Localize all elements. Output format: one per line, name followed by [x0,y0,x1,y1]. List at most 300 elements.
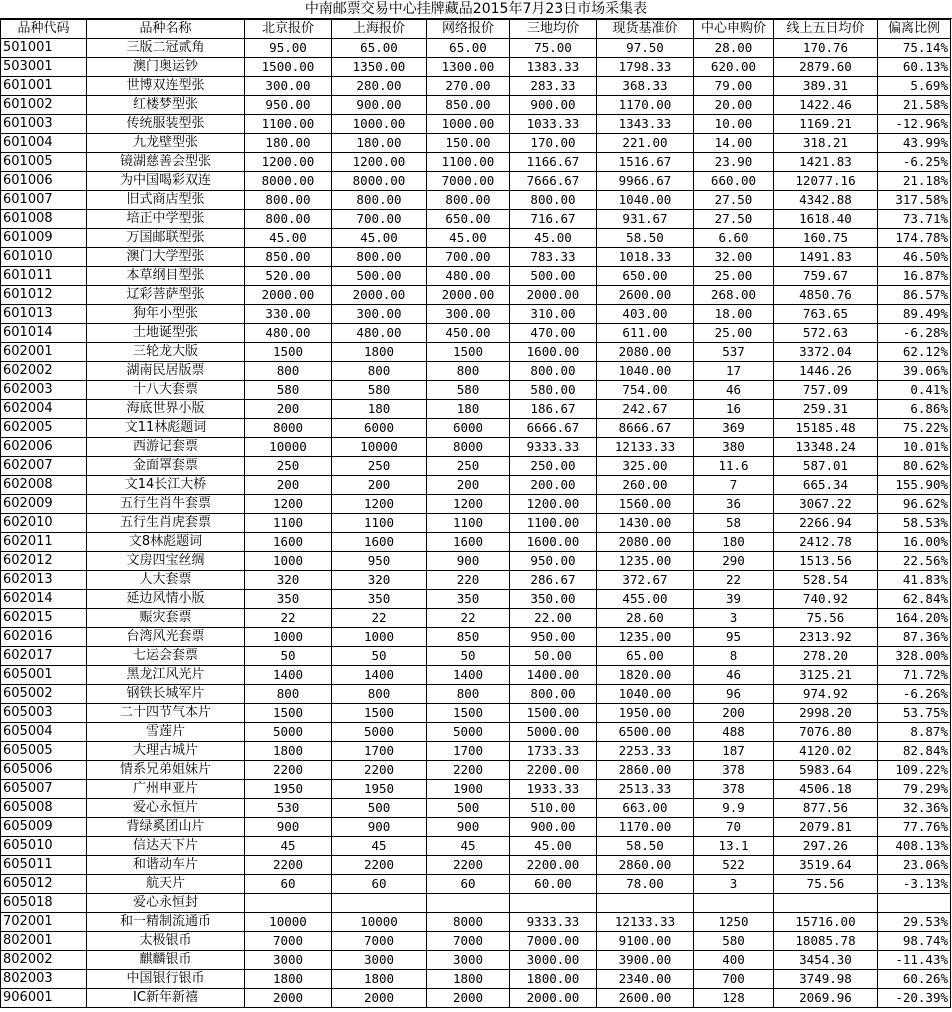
cell-subscribe [694,894,774,913]
cell-name: 人大套票 [87,571,245,590]
cell-avg: 5000.00 [510,723,597,742]
table-row [1,400,951,419]
cell-5day: 2079.81 [774,818,878,837]
cell-base: 403.00 [597,305,694,324]
cell-shanghai: 350 [332,590,427,609]
cell-code: 605007 [1,780,87,799]
cell-deviation: -6.28% [878,324,951,343]
cell-deviation: 79.29% [878,780,951,799]
cell-beijing: 1800 [245,970,332,989]
market-data-table [0,19,951,1008]
cell-base: 1820.00 [597,666,694,685]
cell-avg: 22.00 [510,609,597,628]
cell-deviation: 8.87% [878,723,951,742]
cell-shanghai: 1600 [332,533,427,552]
table-row [1,799,951,818]
cell-base: 1235.00 [597,552,694,571]
cell-name: 航天片 [87,875,245,894]
cell-subscribe: 369 [694,419,774,438]
column-header-code: 品种代码 [1,20,87,39]
cell-name: 三轮龙大版 [87,343,245,362]
cell-deviation: 73.71% [878,210,951,229]
table-row [1,951,951,970]
cell-subscribe: 79.00 [694,77,774,96]
cell-avg: 1600.00 [510,533,597,552]
cell-shanghai: 800.00 [332,248,427,267]
cell-online: 8000 [427,913,510,932]
cell-avg: 310.00 [510,305,597,324]
cell-5day: 259.31 [774,400,878,419]
cell-deviation: 98.74% [878,932,951,951]
cell-code: 601011 [1,267,87,286]
cell-base: 1798.33 [597,58,694,77]
cell-5day: 1618.40 [774,210,878,229]
cell-shanghai: 10000 [332,438,427,457]
cell-5day: 1491.83 [774,248,878,267]
cell-5day: 1422.46 [774,96,878,115]
cell-avg: 75.00 [510,39,597,58]
cell-online: 900 [427,552,510,571]
cell-5day: 7076.80 [774,723,878,742]
cell-online: 270.00 [427,77,510,96]
table-row [1,362,951,381]
cell-avg: 716.67 [510,210,597,229]
cell-base: 2860.00 [597,856,694,875]
cell-name: 本草纲目型张 [87,267,245,286]
cell-base: 2600.00 [597,989,694,1008]
cell-deviation [878,894,951,913]
cell-beijing: 10000 [245,438,332,457]
cell-beijing: 1500 [245,704,332,723]
cell-code: 602013 [1,571,87,590]
cell-shanghai: 1400 [332,666,427,685]
cell-code: 601004 [1,134,87,153]
cell-avg: 800.00 [510,685,597,704]
cell-base: 1040.00 [597,362,694,381]
cell-code: 602017 [1,647,87,666]
cell-subscribe: 620.00 [694,58,774,77]
cell-name: 大理古城片 [87,742,245,761]
cell-5day: 759.67 [774,267,878,286]
cell-beijing: 180.00 [245,134,332,153]
cell-online: 1500 [427,343,510,362]
cell-name: 世博双连型张 [87,77,245,96]
cell-avg: 1166.67 [510,153,597,172]
cell-beijing: 330.00 [245,305,332,324]
cell-deviation: 89.49% [878,305,951,324]
table-row [1,96,951,115]
cell-online: 1500 [427,704,510,723]
cell-shanghai: 3000 [332,951,427,970]
cell-shanghai: 2000 [332,989,427,1008]
cell-avg: 7666.67 [510,172,597,191]
cell-code: 601005 [1,153,87,172]
cell-5day: 740.92 [774,590,878,609]
cell-shanghai: 8000.00 [332,172,427,191]
cell-subscribe: 36 [694,495,774,514]
cell-code: 602006 [1,438,87,457]
table-row [1,58,951,77]
cell-subscribe: 20.00 [694,96,774,115]
cell-avg: 6666.67 [510,419,597,438]
cell-name: 信达天下片 [87,837,245,856]
cell-name: 澳门大学型张 [87,248,245,267]
cell-deviation: -3.13% [878,875,951,894]
cell-code: 501001 [1,39,87,58]
cell-base: 663.00 [597,799,694,818]
cell-code: 605009 [1,818,87,837]
cell-deviation: 80.62% [878,457,951,476]
cell-shanghai: 580 [332,381,427,400]
cell-beijing: 22 [245,609,332,628]
cell-name: 万国邮联型张 [87,229,245,248]
cell-deviation: 75.14% [878,39,951,58]
cell-5day: 75.56 [774,609,878,628]
table-row [1,761,951,780]
cell-deviation: 21.58% [878,96,951,115]
cell-deviation: 23.06% [878,856,951,875]
cell-subscribe: 96 [694,685,774,704]
cell-base: 2253.33 [597,742,694,761]
table-row [1,381,951,400]
cell-code: 602016 [1,628,87,647]
cell-base: 1235.00 [597,628,694,647]
cell-subscribe: 187 [694,742,774,761]
cell-online: 1900 [427,780,510,799]
cell-online: 45 [427,837,510,856]
cell-code: 605008 [1,799,87,818]
cell-avg: 510.00 [510,799,597,818]
cell-subscribe: 46 [694,381,774,400]
cell-online: 6000 [427,419,510,438]
cell-5day: 4120.02 [774,742,878,761]
cell-avg: 950.00 [510,552,597,571]
cell-shanghai: 320 [332,571,427,590]
cell-5day: 572.63 [774,324,878,343]
cell-code: 605001 [1,666,87,685]
cell-subscribe: 39 [694,590,774,609]
cell-beijing: 800 [245,362,332,381]
cell-beijing: 1500.00 [245,58,332,77]
cell-code: 602009 [1,495,87,514]
cell-subscribe: 11.6 [694,457,774,476]
column-header-shanghai: 上海报价 [332,20,427,39]
cell-name: 黑龙江风光片 [87,666,245,685]
cell-deviation: 317.58% [878,191,951,210]
table-row [1,647,951,666]
cell-5day: 160.75 [774,229,878,248]
cell-subscribe: 6.60 [694,229,774,248]
cell-base: 2513.33 [597,780,694,799]
cell-5day: 297.26 [774,837,878,856]
cell-avg: 2000.00 [510,286,597,305]
cell-5day: 3454.30 [774,951,878,970]
cell-5day: 318.21 [774,134,878,153]
cell-code: 605006 [1,761,87,780]
cell-online: 220 [427,571,510,590]
cell-base: 65.00 [597,647,694,666]
cell-beijing: 2200 [245,856,332,875]
cell-code: 802001 [1,932,87,951]
table-row [1,666,951,685]
cell-name: 九龙壁型张 [87,134,245,153]
table-row [1,552,951,571]
cell-beijing: 45.00 [245,229,332,248]
cell-deviation: 60.13% [878,58,951,77]
cell-name: 为中国喝彩双连 [87,172,245,191]
cell-subscribe: 3 [694,609,774,628]
cell-shanghai: 900.00 [332,96,427,115]
cell-name: 辽彩菩萨型张 [87,286,245,305]
cell-name: IC新年新禧 [87,989,245,1008]
table-row [1,419,951,438]
cell-name: 和一精制流通币 [87,913,245,932]
table-row [1,989,951,1008]
cell-deviation: 82.84% [878,742,951,761]
cell-avg: 500.00 [510,267,597,286]
cell-shanghai: 45.00 [332,229,427,248]
cell-code: 602015 [1,609,87,628]
cell-base: 12133.33 [597,438,694,457]
cell-beijing: 350 [245,590,332,609]
cell-5day: 528.54 [774,571,878,590]
cell-beijing: 8000 [245,419,332,438]
cell-deviation: 77.76% [878,818,951,837]
cell-avg: 580.00 [510,381,597,400]
table-row [1,818,951,837]
cell-shanghai: 65.00 [332,39,427,58]
cell-avg: 45.00 [510,837,597,856]
cell-online: 22 [427,609,510,628]
cell-base: 58.50 [597,837,694,856]
cell-name: 狗年小型张 [87,305,245,324]
cell-online: 200 [427,476,510,495]
cell-avg: 1600.00 [510,343,597,362]
cell-code: 605011 [1,856,87,875]
cell-5day: 2412.78 [774,533,878,552]
column-header-subscribe: 中心申购价 [694,20,774,39]
cell-subscribe: 14.00 [694,134,774,153]
cell-subscribe: 8 [694,647,774,666]
cell-online: 60 [427,875,510,894]
table-row [1,286,951,305]
cell-shanghai: 1800 [332,970,427,989]
cell-subscribe: 32.00 [694,248,774,267]
cell-subscribe: 378 [694,761,774,780]
cell-base: 9100.00 [597,932,694,951]
cell-name: 广州申亚片 [87,780,245,799]
cell-name: 西游记套票 [87,438,245,457]
cell-beijing: 1600 [245,533,332,552]
cell-deviation: 71.72% [878,666,951,685]
cell-5day: 75.56 [774,875,878,894]
cell-name: 三版二冠贰角 [87,39,245,58]
cell-base: 754.00 [597,381,694,400]
cell-online: 700.00 [427,248,510,267]
cell-subscribe: 27.50 [694,191,774,210]
table-row [1,628,951,647]
cell-beijing: 3000 [245,951,332,970]
cell-beijing: 1200 [245,495,332,514]
cell-deviation: 43.99% [878,134,951,153]
cell-deviation: 174.78% [878,229,951,248]
cell-base: 325.00 [597,457,694,476]
cell-code: 601013 [1,305,87,324]
cell-shanghai: 1000.00 [332,115,427,134]
cell-base: 2080.00 [597,533,694,552]
cell-subscribe: 7 [694,476,774,495]
cell-5day: 2998.20 [774,704,878,723]
table-row [1,856,951,875]
table-row [1,457,951,476]
cell-base: 3900.00 [597,951,694,970]
table-row [1,609,951,628]
cell-subscribe: 16 [694,400,774,419]
cell-code: 601012 [1,286,87,305]
cell-online: 900 [427,818,510,837]
cell-5day: 2069.96 [774,989,878,1008]
cell-5day: 4850.76 [774,286,878,305]
cell-beijing: 95.00 [245,39,332,58]
cell-subscribe: 488 [694,723,774,742]
cell-code: 802003 [1,970,87,989]
table-row [1,324,951,343]
cell-avg: 2200.00 [510,856,597,875]
cell-deviation: 75.22% [878,419,951,438]
cell-base: 1170.00 [597,96,694,115]
cell-avg: 1400.00 [510,666,597,685]
cell-shanghai: 800.00 [332,191,427,210]
cell-subscribe: 537 [694,343,774,362]
cell-subscribe: 22 [694,571,774,590]
cell-name: 雪莲片 [87,723,245,742]
cell-base: 221.00 [597,134,694,153]
cell-avg: 900.00 [510,818,597,837]
table-row [1,476,951,495]
cell-shanghai: 300.00 [332,305,427,324]
cell-online: 500 [427,799,510,818]
cell-base: 1018.33 [597,248,694,267]
cell-shanghai [332,894,427,913]
table-row [1,115,951,134]
column-header-deviation: 偏离比例 [878,20,951,39]
cell-beijing: 520.00 [245,267,332,286]
cell-beijing: 2000 [245,989,332,1008]
cell-subscribe: 380 [694,438,774,457]
cell-shanghai: 500.00 [332,267,427,286]
cell-base: 9966.67 [597,172,694,191]
cell-online: 2000.00 [427,286,510,305]
cell-5day: 18085.78 [774,932,878,951]
cell-name: 文11林彪题词 [87,419,245,438]
cell-code: 601010 [1,248,87,267]
table-row [1,685,951,704]
cell-base: 78.00 [597,875,694,894]
cell-code: 605018 [1,894,87,913]
cell-shanghai: 1500 [332,704,427,723]
cell-beijing: 250 [245,457,332,476]
cell-shanghai: 1200 [332,495,427,514]
cell-shanghai: 180 [332,400,427,419]
cell-5day: 2266.94 [774,514,878,533]
cell-deviation: 46.50% [878,248,951,267]
cell-beijing: 800.00 [245,191,332,210]
cell-5day: 3067.22 [774,495,878,514]
cell-code: 503001 [1,58,87,77]
cell-online: 1700 [427,742,510,761]
cell-code: 602002 [1,362,87,381]
cell-shanghai: 500 [332,799,427,818]
cell-avg: 283.33 [510,77,597,96]
cell-avg: 9333.33 [510,438,597,457]
cell-beijing: 850.00 [245,248,332,267]
cell-subscribe: 700 [694,970,774,989]
cell-avg: 1100.00 [510,514,597,533]
cell-shanghai: 2200 [332,761,427,780]
table-row [1,932,951,951]
cell-5day: 877.56 [774,799,878,818]
cell-deviation: 39.06% [878,362,951,381]
cell-shanghai: 1100 [332,514,427,533]
cell-base: 1040.00 [597,191,694,210]
table-row [1,742,951,761]
cell-online: 1600 [427,533,510,552]
cell-online: 1300.00 [427,58,510,77]
cell-avg [510,894,597,913]
cell-deviation: 109.22% [878,761,951,780]
cell-deviation: 53.75% [878,704,951,723]
cell-name: 文14长江大桥 [87,476,245,495]
cell-base: 2340.00 [597,970,694,989]
cell-5day: 2313.92 [774,628,878,647]
cell-base: 650.00 [597,267,694,286]
cell-shanghai: 180.00 [332,134,427,153]
cell-deviation: -20.39% [878,989,951,1008]
cell-name: 二十四节气本片 [87,704,245,723]
cell-base: 97.50 [597,39,694,58]
table-row [1,913,951,932]
column-header-avg: 三地均价 [510,20,597,39]
cell-5day: 763.65 [774,305,878,324]
cell-beijing: 1400 [245,666,332,685]
cell-base: 242.67 [597,400,694,419]
table-row [1,514,951,533]
cell-name: 红楼梦型张 [87,96,245,115]
cell-5day: 4342.88 [774,191,878,210]
cell-base: 455.00 [597,590,694,609]
cell-subscribe: 18.00 [694,305,774,324]
table-row [1,837,951,856]
cell-avg: 45.00 [510,229,597,248]
cell-shanghai: 900 [332,818,427,837]
cell-code: 602003 [1,381,87,400]
cell-code: 605010 [1,837,87,856]
cell-online [427,894,510,913]
cell-avg: 1033.33 [510,115,597,134]
cell-beijing: 45 [245,837,332,856]
cell-beijing: 2200 [245,761,332,780]
cell-5day: 3125.21 [774,666,878,685]
cell-online: 480.00 [427,267,510,286]
cell-beijing: 1950 [245,780,332,799]
cell-online: 450.00 [427,324,510,343]
cell-beijing: 580 [245,381,332,400]
cell-shanghai: 1000 [332,628,427,647]
cell-name: 背绿奚团山片 [87,818,245,837]
cell-beijing: 1000 [245,552,332,571]
cell-deviation: 328.00% [878,647,951,666]
cell-base: 1343.33 [597,115,694,134]
